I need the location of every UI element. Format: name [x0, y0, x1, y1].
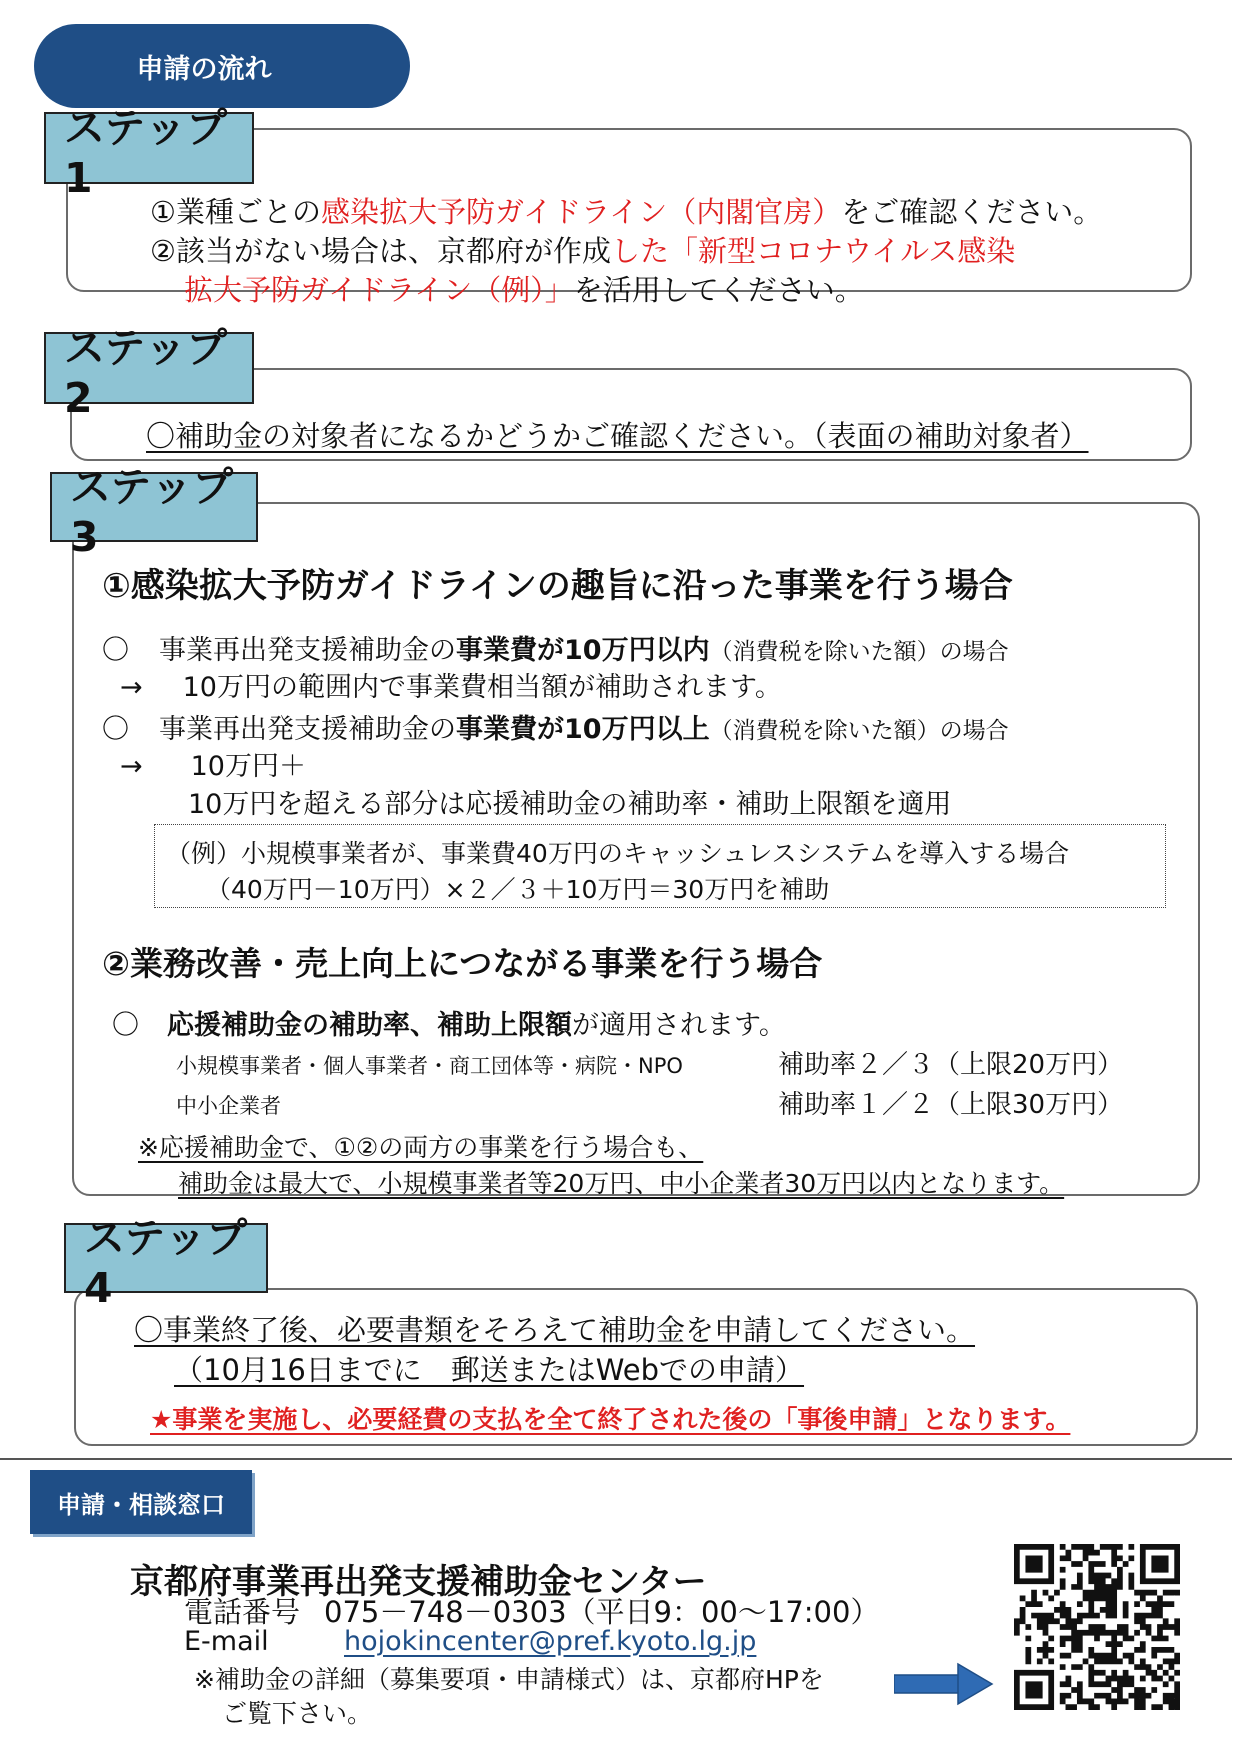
contact-tab	[30, 1470, 252, 1534]
note-line2: 補助金は最大で、小規模事業者等20万円、中小企業者30万円以内となります。	[178, 1169, 1065, 1198]
email-line	[184, 1626, 756, 1657]
example-line2: （40万円－10万円）×２／３＋10万円＝30万円を補助	[206, 875, 830, 904]
center-name: 京都府事業再出発支援補助金センター	[130, 1562, 707, 1602]
right-arrow-icon	[894, 1662, 994, 1706]
tel-line	[184, 1590, 879, 1631]
bullet: 〇	[112, 1010, 139, 1041]
contact-tab-label: 申請・相談窓口	[57, 1490, 225, 1519]
tel-label: 電話番号	[184, 1595, 301, 1629]
step3-item1: 〇 事業再出発支援補助金の事業費が10万円以内（消費税を除いた額）の場合	[102, 635, 1009, 666]
step3-item2-result1: → 10万円＋	[120, 751, 306, 782]
bullet: 〇	[102, 714, 129, 745]
section-title: 申請の流れ	[136, 53, 272, 85]
step1-tab	[44, 103, 254, 202]
divider	[0, 1458, 1232, 1460]
step2-tab-label: ステップ2	[64, 323, 228, 422]
step1-line2: ②該当がない場合は、京都府が作成した「新型コロナウイルス感染	[150, 234, 1016, 268]
note-line1: ※応援補助金で、①②の両方の事業を行う場合も、	[138, 1133, 704, 1162]
rate2-label: 中小企業者	[176, 1094, 281, 1118]
arrow: →	[120, 751, 143, 782]
step4-line2: （10月16日までに 郵送またはWebでの申請）	[174, 1353, 805, 1387]
step3-item2: 〇 事業再出発支援補助金の事業費が10万円以上（消費税を除いた額）の場合	[102, 714, 1009, 745]
qr-code[interactable]	[1014, 1544, 1180, 1710]
rate1-label: 小規模事業者・個人事業者・商工団体等・病院・NPO	[176, 1054, 683, 1078]
email-link[interactable]: hojokincenter@pref.kyoto.lg.jp	[344, 1626, 757, 1657]
example-line1: （例）小規模事業者が、事業費40万円のキャッシュレスシステムを導入する場合	[166, 839, 1070, 868]
step3-tab-label: ステップ3	[70, 462, 234, 561]
arrow: →	[120, 672, 143, 703]
step3-section2-title: ②業務改善・売上向上につながる事業を行う場合	[102, 944, 823, 983]
hp-note2: ご覧下さい。	[222, 1699, 373, 1728]
step3-section2-text: 〇 応援補助金の補助率、補助上限額が適用されます。	[112, 1010, 786, 1041]
qr-code-image	[1014, 1544, 1180, 1710]
step1-tab-label: ステップ1	[64, 103, 228, 202]
step4-tab-label: ステップ4	[84, 1213, 248, 1312]
tel-number: 075－748－0303（平日9：00～17:00）	[324, 1595, 880, 1629]
rate1-value: 補助率２／３（上限20万円）	[778, 1050, 1124, 1080]
step4-tab	[64, 1213, 268, 1312]
rate2-value: 補助率１／２（上限30万円）	[778, 1090, 1124, 1120]
step3-item2-result2: 10万円を超える部分は応援補助金の補助率・補助上限額を適用	[188, 789, 952, 820]
email-label: E-mail	[184, 1626, 269, 1657]
step1-line1: ①業種ごとの感染拡大予防ガイドライン（内閣官房）をご確認ください。	[150, 195, 1103, 229]
step3-tab	[50, 462, 258, 561]
step2-text: 〇補助金の対象者になるかどうかご確認ください。（表面の補助対象者）	[146, 419, 1089, 453]
bullet: 〇	[102, 635, 129, 666]
step1-line3: 拡大予防ガイドライン（例）」を活用してください。	[184, 273, 864, 307]
step4-notice: ★事業を実施し、必要経費の支払を全て終了された後の「事後申請」となります。	[150, 1405, 1071, 1434]
step4-line1: 〇事業終了後、必要書類をそろえて補助金を申請してください。	[134, 1313, 976, 1347]
step3-item1-result: → 10万円の範囲内で事業費相当額が補助されます。	[120, 672, 782, 703]
step2-tab	[44, 323, 254, 422]
step3-section1-title: ①感染拡大予防ガイドラインの趣旨に沿った事業を行う場合	[102, 566, 1013, 606]
hp-note1: ※補助金の詳細（募集要項・申請様式）は、京都府HPを	[194, 1665, 824, 1694]
